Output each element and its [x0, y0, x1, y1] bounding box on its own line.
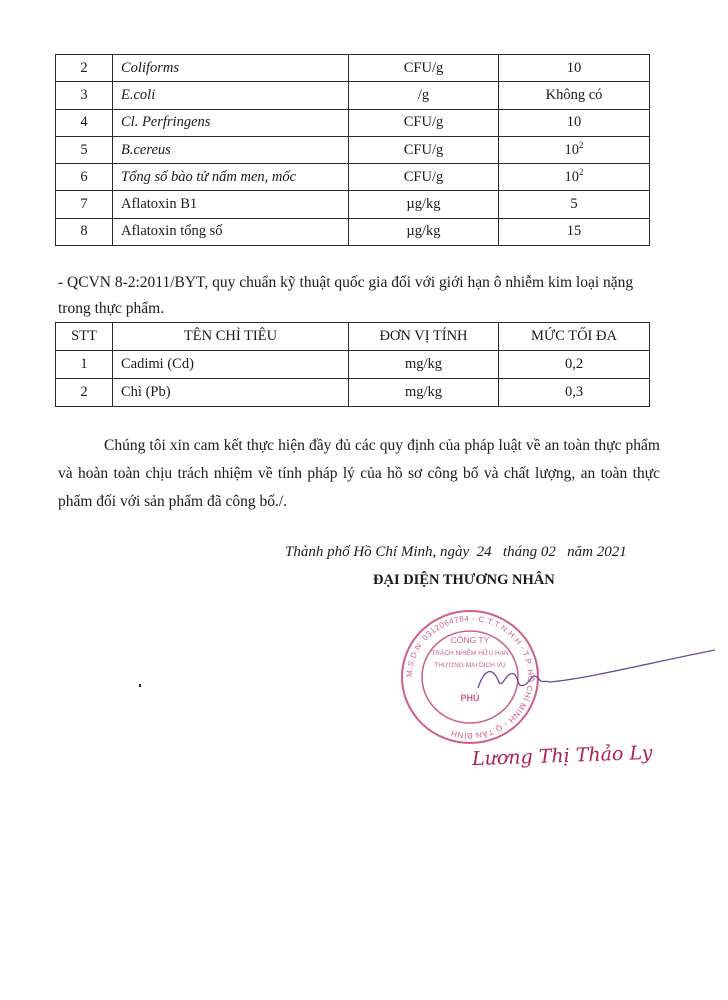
table-row: [56, 351, 650, 379]
table-row: [56, 109, 650, 136]
cell-unit: CFU/g: [349, 109, 499, 136]
cell-max-level: 10: [499, 109, 650, 136]
criteria-table-heavy-metals: [55, 322, 650, 407]
cell-criteria-name: Cl. Perfringens: [113, 109, 349, 136]
cell-stt: 2: [56, 55, 113, 82]
cell-unit: /g: [349, 82, 499, 109]
cell-max-level: 15: [499, 218, 650, 245]
svg-text:PHÚ: PHÚ: [460, 693, 480, 703]
header-unit: ĐƠN VỊ TÍNH: [349, 323, 499, 351]
cell-stt: 6: [56, 164, 113, 191]
dateline-month-label: tháng: [502, 544, 538, 560]
cell-max-level: 0,2: [499, 351, 650, 379]
dateline-city: Thành phố Hồ Chí Minh, ngày: [285, 544, 470, 560]
cell-criteria-name: Cadimi (Cd): [113, 351, 349, 379]
dateline-year-label: năm: [567, 544, 593, 560]
cell-criteria-name: B.cereus: [113, 136, 349, 163]
cell-stt: 3: [56, 82, 113, 109]
cell-max-level: $10^2$: [499, 136, 650, 163]
cell-max-level: Không có: [499, 82, 650, 109]
table-row: [56, 191, 650, 218]
criteria-table-microbial: [55, 54, 650, 246]
cell-unit: µg/kg: [349, 218, 499, 245]
qcvn-standard-note: - QCVN 8-2:2011/BYT, quy chuẩn kỹ thuật quốc gia đối với giới hạn ô nhiễm kim loại nặng trong thực phẩm.: [58, 274, 634, 317]
table-row: [56, 379, 650, 407]
svg-text:CÔNG TY: CÔNG TY: [450, 635, 490, 645]
cell-criteria-name: Aflatoxin B1: [113, 191, 349, 218]
svg-text:THƯƠNG MẠI DỊCH VỤ: THƯƠNG MẠI DỊCH VỤ: [434, 662, 506, 669]
cell-stt: 2: [56, 379, 113, 407]
cell-unit: µg/kg: [349, 191, 499, 218]
cell-unit: CFU/g: [349, 136, 499, 163]
cell-unit: CFU/g: [349, 55, 499, 82]
cell-unit: mg/kg: [349, 351, 499, 379]
table-row: [56, 136, 650, 163]
table-header-row: [56, 323, 650, 351]
cell-max-level: 5: [499, 191, 650, 218]
signer-name-signature: Lương Thị Thảo Ly: [471, 741, 653, 771]
representative-title: ĐẠI DIỆN THƯƠNG NHÂN: [373, 572, 555, 588]
cell-stt: 5: [56, 136, 113, 163]
cell-criteria-name: Coliforms: [113, 55, 349, 82]
exponent: 2: [579, 167, 584, 177]
cell-max-level: 0,3: [499, 379, 650, 407]
cell-criteria-name: E.coli: [113, 82, 349, 109]
dateline-day: 24: [476, 544, 492, 560]
cell-stt: 1: [56, 351, 113, 379]
cell-max-level: 10: [499, 55, 650, 82]
cell-unit: CFU/g: [349, 164, 499, 191]
cell-criteria-name: Tổng số bào tử nấm men, mốc: [113, 164, 349, 191]
criteria-table-heavy-metals-body: [56, 351, 650, 407]
table-row: [56, 164, 650, 191]
commitment-paragraph: Chúng tôi xin cam kết thực hiện đầy đủ các quy định của pháp luật về an toàn thực phẩm và hoàn toàn chịu trách nhiệm về tính pháp lý của hồ sơ công bố và chất lượng, an toàn thực phẩm đối với sản phẩm đã công bố./.: [58, 437, 660, 510]
cell-max-level: $10^2$: [499, 164, 650, 191]
cell-stt: 7: [56, 191, 113, 218]
scan-speck: [139, 684, 141, 687]
dateline-month: 02: [540, 544, 556, 560]
criteria-table-microbial-body: [56, 55, 650, 246]
svg-text:M.S.D.N: 0312064784 - C.T.T.N.: M.S.D.N: 0312064784 - C.T.T.N.H.H - T.P. HỒ CHÍ MINH - Q.TÂN BÌNH: [404, 613, 536, 741]
svg-text:TRÁCH NHIỆM HỮU HẠN: TRÁCH NHIỆM HỮU HẠN: [431, 650, 509, 657]
exponent: 2: [579, 139, 584, 150]
cell-criteria-name: Aflatoxin tổng số: [113, 218, 349, 245]
cell-unit: mg/kg: [349, 379, 499, 407]
cell-stt: 8: [56, 218, 113, 245]
table-row: [56, 82, 650, 109]
dateline-year: 2021: [596, 544, 627, 560]
cell-criteria-name: Chì (Pb): [113, 379, 349, 407]
cell-stt: 4: [56, 109, 113, 136]
header-stt: STT: [56, 323, 113, 351]
dateline: [285, 538, 627, 566]
header-criteria-name: TÊN CHỈ TIÊU: [113, 323, 349, 351]
signature-strokes: [470, 640, 720, 700]
table-row: [56, 218, 650, 245]
table-row: [56, 55, 650, 82]
header-max-level: MỨC TỐI ĐA: [499, 323, 650, 351]
